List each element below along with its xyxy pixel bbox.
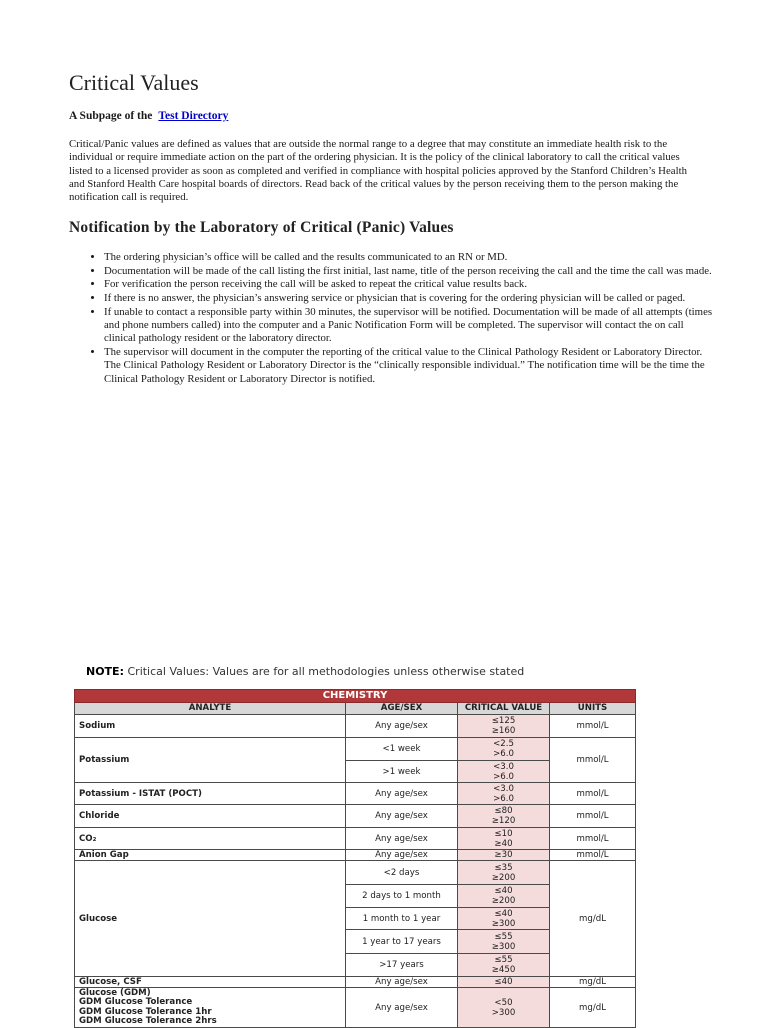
analyte-cell: Sodium xyxy=(75,715,346,738)
age-sex-cell: <1 week xyxy=(346,738,458,761)
critical-value: >6.0 xyxy=(493,749,514,759)
critical-value: ≥120 xyxy=(491,816,516,826)
note-text: Critical Values: Values are for all methodologies unless otherwise stated xyxy=(127,665,525,678)
critical-value: >6.0 xyxy=(493,793,514,804)
critical-value-cell xyxy=(458,988,550,1028)
critical-value: ≥30 xyxy=(494,850,513,860)
critical-value-cell xyxy=(458,850,550,861)
list-item: • For verification the person receiving the call will be asked to repeat the critical value results back. xyxy=(104,278,718,291)
units-cell: mmol/L xyxy=(550,738,636,783)
critical-value: ≤10 xyxy=(494,828,513,839)
age-sex-cell: Any age/sex xyxy=(346,988,458,1028)
critical-value: >300 xyxy=(491,1007,516,1018)
critical-value-cell xyxy=(458,954,550,977)
notification-heading: Notification by the Laboratory of Critical (Panic) Values xyxy=(69,219,454,236)
age-sex-cell: <2 days xyxy=(346,861,458,885)
intro-paragraph: Critical/Panic values are defined as values that are outside the normal range to a degree that may constitute an immediate health risk to the individual or require immediate action on the part of the ordering physician. It is the policy of the clinical laboratory to call the critical values listed to a licensed provider as soon as completed and verified in compliance with hospital policies approved by the Stanford Children’s Health and Stanford Health Care hospital boards of directors. Read back of the critical values by the person receiving them to the person making the notification call is required. xyxy=(69,138,687,204)
critical-value-cell xyxy=(458,885,550,908)
table-row xyxy=(75,977,636,988)
critical-value: <3.0 xyxy=(493,783,514,794)
units-cell: mmol/L xyxy=(550,805,636,828)
units-cell: mg/dL xyxy=(550,977,636,988)
analyte-cell: Anion Gap xyxy=(75,850,346,861)
critical-value: <50 xyxy=(494,997,513,1008)
critical-value-cell xyxy=(458,715,550,738)
critical-value-cell xyxy=(458,908,550,930)
analyte-cell: Glucose, CSF xyxy=(75,977,346,988)
table-row xyxy=(75,738,636,761)
subpage-prefix: A Subpage of the xyxy=(69,110,153,122)
units-cell: mmol/L xyxy=(550,850,636,861)
age-sex-cell: Any age/sex xyxy=(346,715,458,738)
age-sex-cell: Any age/sex xyxy=(346,828,458,850)
list-item: • If unable to contact a responsible party within 30 minutes, the supervisor will be notified. Documentation will be made of all attempts (times and phone numbers called) into the computer and a Panic Notification Form will be completed. The supervisor will contact the on call clinical pathology resident or the laboratory director. xyxy=(104,306,718,346)
age-sex-cell: 1 month to 1 year xyxy=(346,908,458,930)
critical-value-cell xyxy=(458,977,550,988)
column-header-age-sex: AGE/SEX xyxy=(346,703,458,715)
units-cell: mmol/L xyxy=(550,828,636,850)
age-sex-cell: Any age/sex xyxy=(346,805,458,828)
analyte-cell: Potassium xyxy=(75,738,346,783)
column-header-critical-value: CRITICAL VALUE xyxy=(458,703,550,715)
critical-value: ≤55 xyxy=(494,955,513,965)
units-cell: mmol/L xyxy=(550,715,636,738)
critical-value: ≥450 xyxy=(491,965,516,975)
critical-value: ≤40 xyxy=(494,977,513,987)
list-item: • The supervisor will document in the computer the reporting of the critical value to the Clinical Pathology Resident or Laboratory Director. The Clinical Pathology Resident or Laboratory Director is the “clinically responsible individual.” The notification time will be the time the Clinical Pathology Resident or Laboratory Director is notified. xyxy=(104,346,718,386)
critical-value-cell xyxy=(458,930,550,954)
age-sex-cell: >1 week xyxy=(346,761,458,783)
critical-value: ≥200 xyxy=(491,896,516,906)
table-row xyxy=(75,828,636,850)
age-sex-cell: Any age/sex xyxy=(346,850,458,861)
critical-value-cell xyxy=(458,861,550,885)
critical-value-cell xyxy=(458,738,550,761)
table-row xyxy=(75,783,636,805)
units-cell: mmol/L xyxy=(550,783,636,805)
critical-value: ≥160 xyxy=(491,726,516,736)
critical-value: <2.5 xyxy=(493,739,514,749)
critical-value: ≥200 xyxy=(491,872,516,883)
critical-value: ≤80 xyxy=(494,806,513,816)
critical-value-cell xyxy=(458,828,550,850)
table-row xyxy=(75,850,636,861)
notification-list xyxy=(86,251,718,386)
table-title: CHEMISTRY xyxy=(75,690,636,703)
critical-value-cell xyxy=(458,761,550,783)
chemistry-table xyxy=(74,689,636,1028)
critical-value: >6.0 xyxy=(493,771,514,782)
age-sex-cell: 2 days to 1 month xyxy=(346,885,458,908)
units-cell: mg/dL xyxy=(550,988,636,1028)
age-sex-cell: Any age/sex xyxy=(346,783,458,805)
critical-value: ≥300 xyxy=(491,918,516,929)
list-item: • The ordering physician’s office will be called and the results communicated to an RN or MD. xyxy=(104,251,718,264)
analyte-cell: Glucose (GDM) GDM Glucose Tolerance GDM Glucose Tolerance 1hr GDM Glucose Tolerance 2hrs xyxy=(75,988,346,1028)
critical-value: ≤35 xyxy=(494,862,513,873)
analyte-cell: CO₂ xyxy=(75,828,346,850)
age-sex-cell: 1 year to 17 years xyxy=(346,930,458,954)
column-header-units: UNITS xyxy=(550,703,636,715)
subpage-breadcrumb xyxy=(69,110,228,122)
table-row xyxy=(75,715,636,738)
critical-value: ≥300 xyxy=(491,941,516,952)
critical-value-cell xyxy=(458,805,550,828)
critical-value-cell xyxy=(458,783,550,805)
critical-value: ≤125 xyxy=(491,716,516,726)
table-row xyxy=(75,988,636,1028)
analyte-cell: Potassium - ISTAT (POCT) xyxy=(75,783,346,805)
list-item: • Documentation will be made of the call listing the first initial, last name, title of the person receiving the call and the time the call was made. xyxy=(104,265,718,278)
test-directory-link[interactable]: Test Directory xyxy=(158,110,229,122)
column-header-analyte: ANALYTE xyxy=(75,703,346,715)
analyte-cell: Chloride xyxy=(75,805,346,828)
page-title: Critical Values xyxy=(69,70,199,95)
table-note xyxy=(86,665,524,678)
critical-value: ≥40 xyxy=(494,838,513,849)
critical-value: ≤40 xyxy=(494,886,513,896)
table-row xyxy=(75,805,636,828)
note-label: NOTE: xyxy=(86,665,124,678)
critical-value: ≤55 xyxy=(494,931,513,942)
table-row xyxy=(75,861,636,885)
age-sex-cell: >17 years xyxy=(346,954,458,977)
critical-value: <3.0 xyxy=(493,761,514,772)
list-item: • If there is no answer, the physician’s answering service or physician that is covering for the ordering physician will be called or paged. xyxy=(104,292,718,305)
critical-value: ≤40 xyxy=(494,908,513,919)
age-sex-cell: Any age/sex xyxy=(346,977,458,988)
units-cell: mg/dL xyxy=(550,861,636,977)
analyte-cell: Glucose xyxy=(75,861,346,977)
